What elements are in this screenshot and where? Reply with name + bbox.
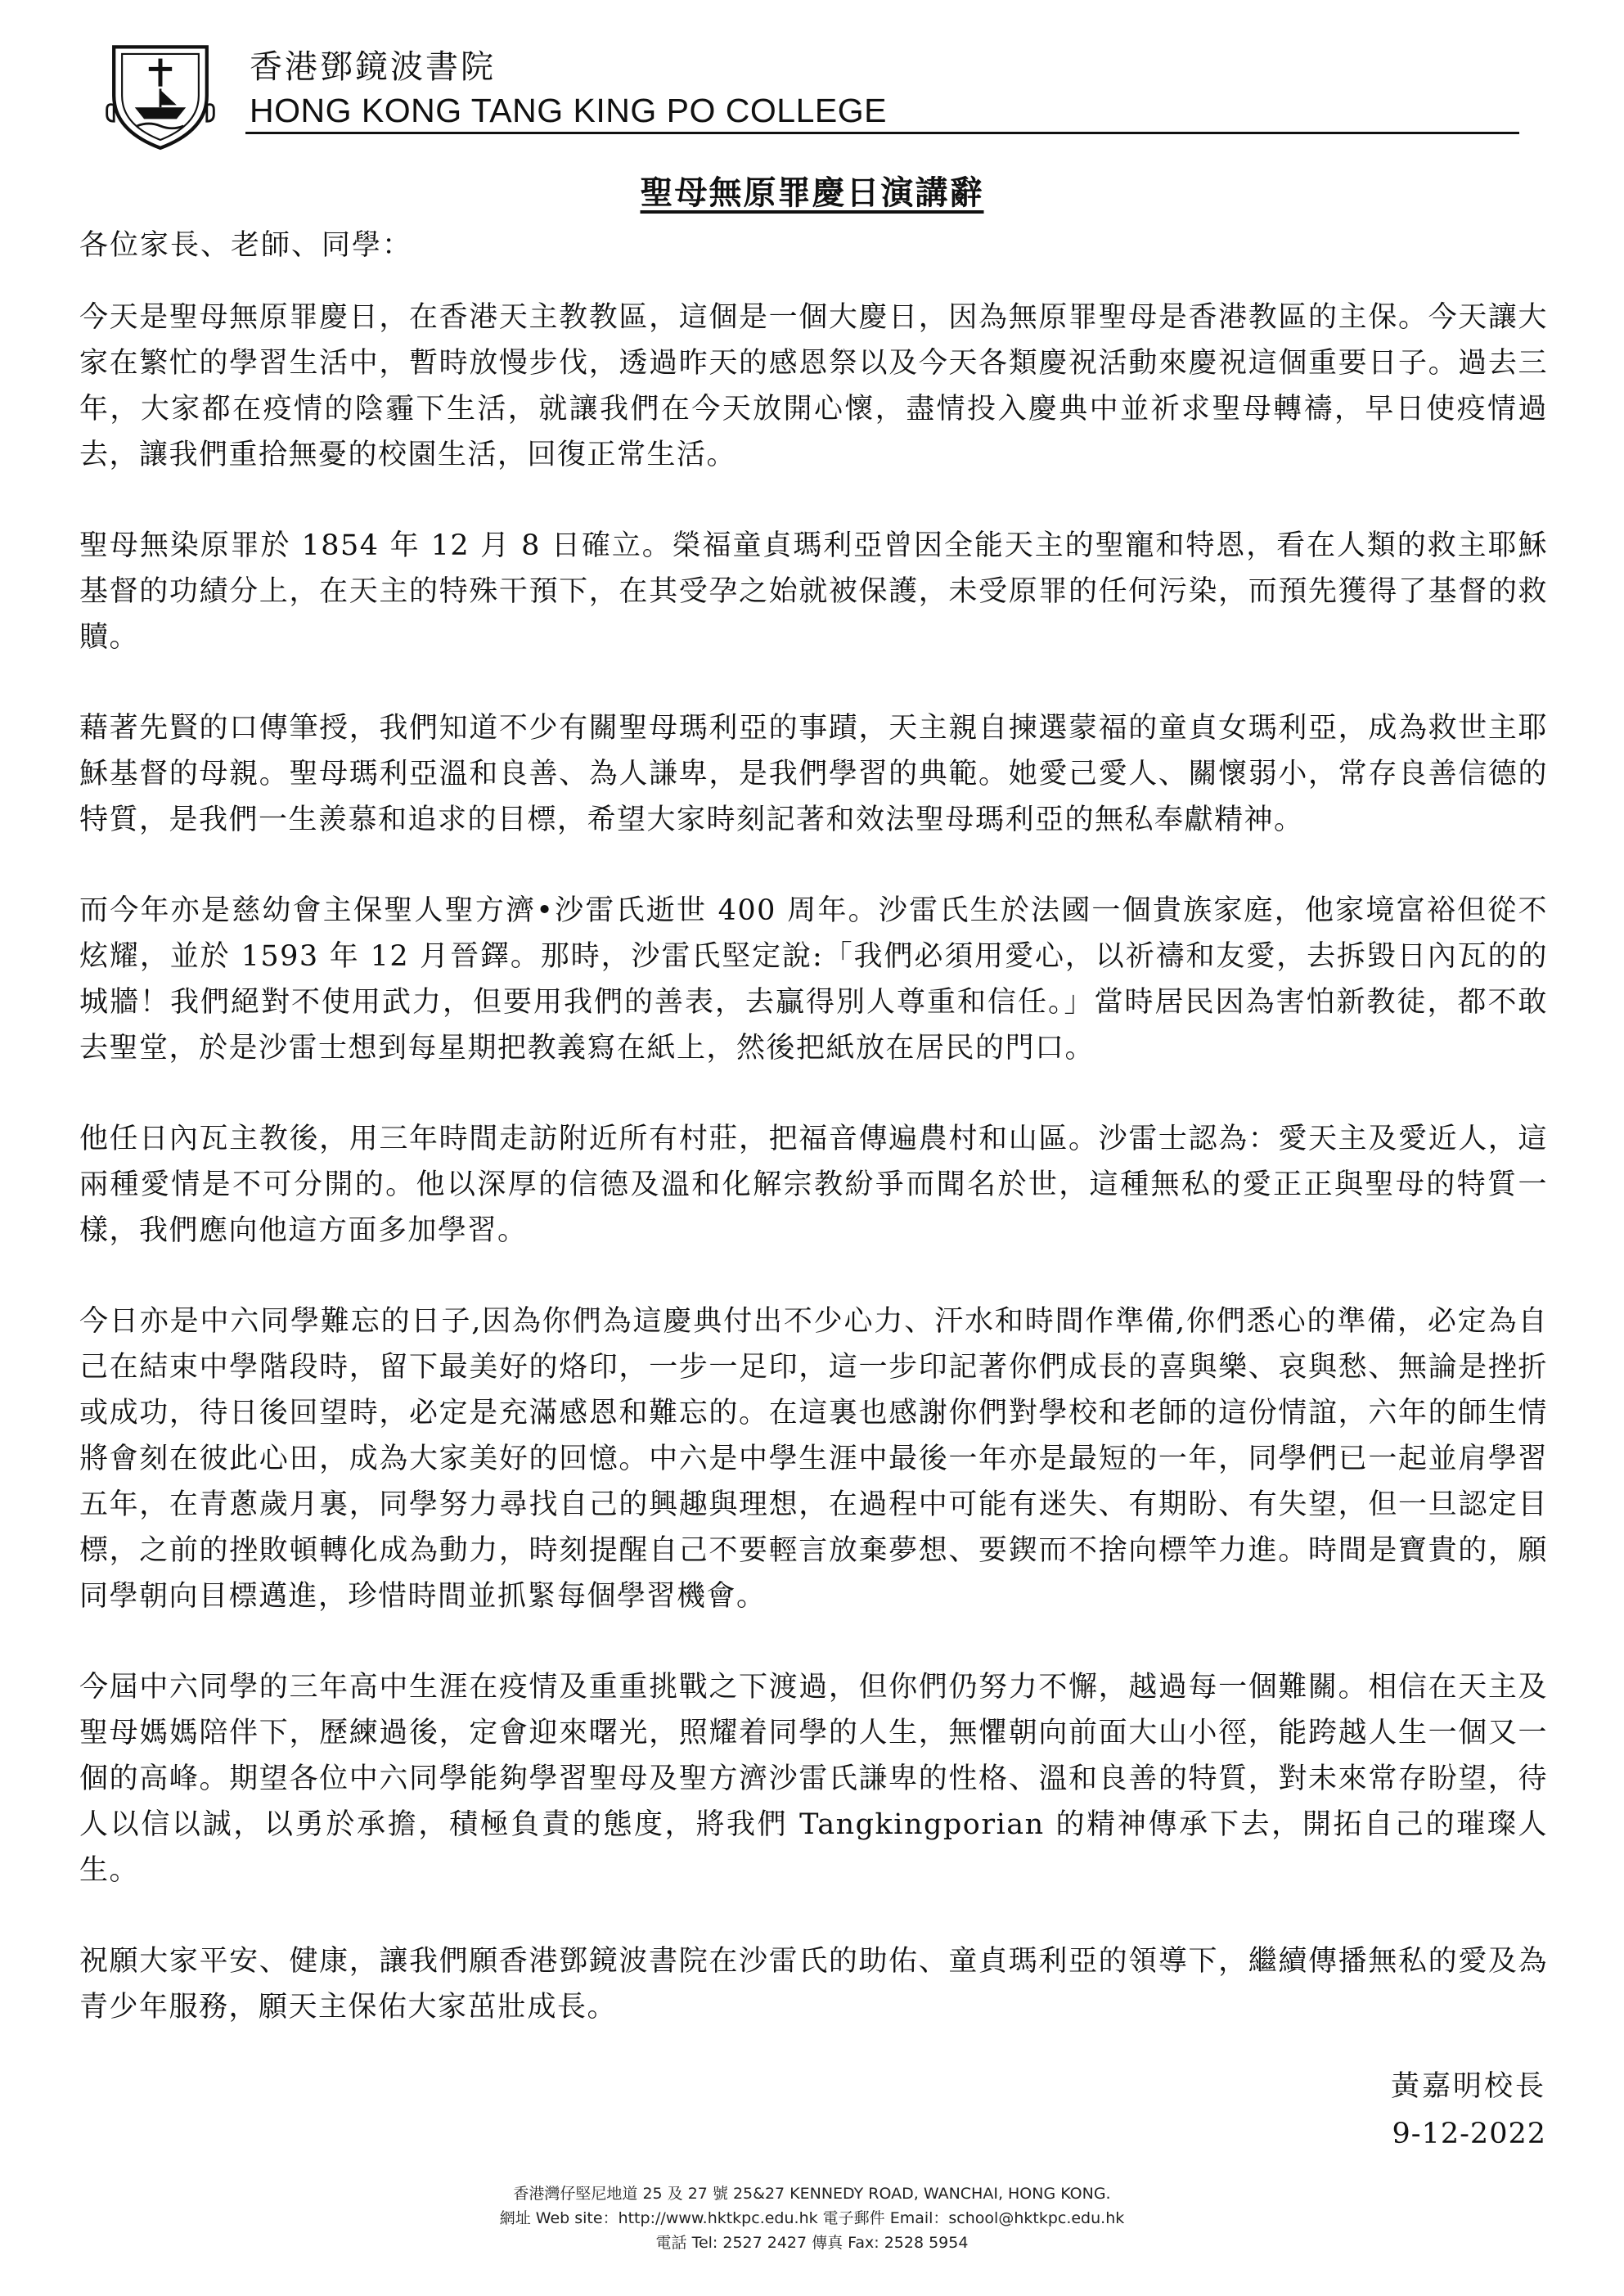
paragraph: 藉著先賢的口傳筆授，我們知道不少有關聖母瑪利亞的事蹟，天主親自揀選蒙福的童貞女瑪利亞，成為救世主耶穌基督的母親。聖母瑪利亞溫和良善、為人謙卑，是我們學習的典範。她愛己愛人、關懷弱小，常存良善信德的特質，是我們一生羨慕和追求的目標，希望大家時刻記著和效法聖母瑪利亞的無私奉獻精神。 xyxy=(79,712,1548,836)
speech-body xyxy=(79,295,1548,2075)
paragraph: 今日亦是中六同學難忘的日子,因為你們為這慶典付出不少心力、汗水和時間作準備,你們悉心的準備，必定為自己在結束中學階段時，留下最美好的烙印，一步一足印，這一步印記著你們成長的喜與樂、哀與愁、無論是挫折或成功，待日後回望時，必定是充滿感恩和難忘的。在這裏也感謝你們對學校和老師的這份情誼，六年的師生情將會刻在彼此心田，成為大家美好的回憶。中六是中學生涯中最後一年亦是最短的一年，同學們已一起並肩學習五年，在青蔥歲月裏，同學努力尋找自己的興趣與理想，在過程中可能有迷失、有期盼、有失望，但一旦認定目標，之前的挫敗頓轉化成為動力，時刻提醒自己不要輕言放棄夢想、要鍥而不捨向標竿力進。時間是寶貴的，願同學朝向目標邁進，珍惜時間並抓緊每個學習機會。 xyxy=(79,1305,1548,1613)
paragraph: 今屆中六同學的三年高中生涯在疫情及重重挑戰之下渡過，但你們仍努力不懈，越過每一個難關。相信在天主及聖母媽媽陪伴下，歷練過後，定會迎來曙光，照耀着同學的人生，無懼朝向前面大山小徑，能跨越人生一個又一個的高峰。期望各位中六同學能夠學習聖母及聖方濟沙雷氏謙卑的性格、溫和良善的特質，對未來常存盼望，待人以信以誠，以勇於承擔，積極負責的態度，將我們 Tangkingporian 的精神傳承下去，開拓自己的璀璨人生。 xyxy=(79,1671,1548,1887)
school-name-chinese: 香港鄧鏡波書院 xyxy=(250,48,496,86)
footer-web-email: 網址 Web site：http://www.hktkpc.edu.hk 電子郵件 Email：school@hktkpc.edu.hk xyxy=(499,2209,1125,2227)
school-crest-icon xyxy=(102,38,218,154)
document-title: 聖母無原罪慶日演講辭 xyxy=(640,174,984,212)
letterhead xyxy=(0,0,1624,139)
signature-date: 9-12-2022 xyxy=(1392,2118,1546,2150)
signatory-name: 黃嘉明校長 xyxy=(1390,2070,1546,2103)
school-name-english: HONG KONG TANG KING PO COLLEGE xyxy=(250,92,887,129)
salutation: 各位家長、老師、同學： xyxy=(79,229,413,262)
signature-block xyxy=(1391,2064,1546,2159)
footer xyxy=(0,2181,1624,2255)
paragraph: 他任日內瓦主教後，用三年時間走訪附近所有村莊，把福音傳遍農村和山區。沙雷士認為：愛天主及愛近人，這兩種愛情是不可分開的。他以深厚的信德及溫和化解宗教紛爭而聞名於世，這種無私的愛正正與聖母的特質一樣，我們應向他這方面多加學習。 xyxy=(79,1123,1548,1247)
footer-phone-fax: 電話 Tel: 2527 2427 傳真 Fax: 2528 5954 xyxy=(655,2234,969,2252)
paragraph: 聖母無染原罪於 1854 年 12 月 8 日確立。榮福童貞瑪利亞曾因全能天主的聖寵和特恩，看在人類的救主耶穌基督的功績分上，在天主的特殊干預下，在其受孕之始就被保護，未受原罪的任何污染，而預先獲得了基督的救贖。 xyxy=(79,529,1548,654)
paragraph: 祝願大家平安、健康，讓我們願香港鄧鏡波書院在沙雷氏的助佑、童貞瑪利亞的領導下，繼續傳播無私的愛及為青少年服務，願天主保佑大家茁壯成長。 xyxy=(79,1945,1548,2024)
header-divider xyxy=(245,132,1519,134)
footer-address: 香港灣仔堅尼地道 25 及 27 號 25&27 KENNEDY ROAD, WANCHAI, HONG KONG. xyxy=(513,2185,1111,2203)
paragraph: 而今年亦是慈幼會主保聖人聖方濟•沙雷氏逝世 400 周年。沙雷氏生於法國一個貴族家庭，他家境富裕但從不炫耀，並於 1593 年 12 月晉鐸。那時，沙雷氏堅定說:「我們必須用愛心，以祈禱和友愛，去拆毀日內瓦的的城牆！我們絕對不使用武力，但要用我們的善表，去贏得別人尊重和信任。」當時居民因為害怕新教徒，都不敢去聖堂，於是沙雷士想到每星期把教義寫在紙上，然後把紙放在居民的門口。 xyxy=(79,894,1548,1065)
paragraph: 今天是聖母無原罪慶日，在香港天主教教區，這個是一個大慶日，因為無原罪聖母是香港教區的主保。今天讓大家在繁忙的學習生活中，暫時放慢步伐，透過昨天的感恩祭以及今天各類慶祝活動來慶祝這個重要日子。過去三年，大家都在疫情的陰霾下生活，就讓我們在今天放開心懷，盡情投入慶典中並祈求聖母轉禱，早日使疫情過去，讓我們重拾無憂的校園生活，回復正常生活。 xyxy=(79,301,1548,471)
